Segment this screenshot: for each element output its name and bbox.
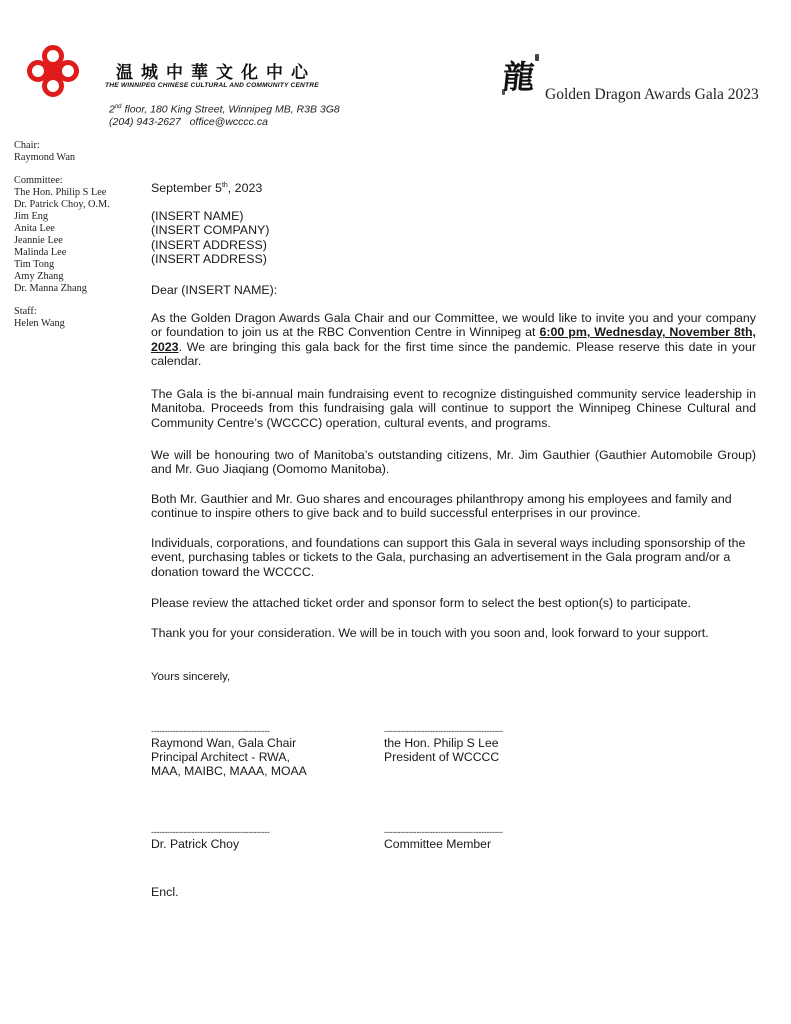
signature-block (151, 827, 270, 851)
sidebar-member: Dr. Patrick Choy, O.M. (14, 199, 110, 210)
signature-line: -------------------------------------------- (384, 726, 503, 736)
enclosure-note: Encl. (151, 885, 179, 899)
sidebar-member: Malinda Lee (14, 247, 67, 258)
wcccc-logo-icon (26, 44, 80, 98)
sidebar-group-committee (14, 175, 140, 295)
paragraph-invitation: As the Golden Dragon Awards Gala Chair and our Committee, we would like to invite you and your company or foundation to join us at the RBC Convention Centre in Winnipeg at 6:00 pm, Wednesday, November 8th, 2023. We are bringing this gala back for the first time since the pandemic. Please reserve this date in your calendar. (151, 311, 756, 369)
signature-line: -------------------------------------------- (384, 827, 503, 837)
sidebar-group-chair (14, 140, 140, 164)
sidebar-member: Raymond Wan (14, 152, 76, 163)
recipient-line: (INSERT COMPANY) (151, 223, 270, 238)
signatory-name: the Hon. Philip S Lee (384, 736, 499, 750)
org-contact (109, 116, 340, 129)
signature-block (384, 827, 503, 851)
signatory-title: President of WCCCC (384, 750, 500, 765)
committee-sidebar (14, 140, 140, 341)
paragraph-philanthropy: Both Mr. Gauthier and Mr. Guo shares and encourages philanthropy among his employees and family and continue to inspire others to give back and to build successful enterprises in our province. (151, 492, 732, 521)
paragraph-thank-you: Thank you for your consideration. We will be in touch with you soon and, look forward to your support. (151, 626, 709, 640)
sidebar-member: Anita Lee (14, 223, 55, 234)
signature-line: -------------------------------------------- (151, 827, 270, 837)
sidebar-heading: Staff: (14, 306, 37, 317)
sidebar-member: Amy Zhang (14, 271, 64, 282)
signature-line: -------------------------------------------- (151, 726, 270, 736)
paragraph-support-options: Individuals, corporations, and foundations can support this Gala in several ways including sponsorship of the event, purchasing tables or tickets to the Gala, purchasing an advertisement in the Gala program and/or a donation toward the WCCCC. (151, 536, 746, 579)
signatory-name: Dr. Patrick Choy (151, 837, 240, 851)
signatory-title: Principal Architect - RWA, (151, 750, 290, 765)
closing: Yours sincerely, (151, 671, 231, 683)
event-datetime: 6:00 pm, Wednesday, November 8th, 2023 (151, 325, 756, 354)
dragon-calligraphy-icon: 龍 (500, 58, 537, 96)
org-address-block (109, 101, 340, 129)
recipient-line: (INSERT ADDRESS) (151, 237, 267, 252)
sidebar-member: Jim Eng (14, 211, 49, 222)
org-phone: (204) 943-2627 (109, 116, 181, 128)
org-email: office@wcccc.ca (189, 116, 268, 128)
sidebar-member: Jeannie Lee (14, 235, 63, 246)
paragraph-review-forms: Please review the attached ticket order and sponsor form to select the best option(s) to participate. (151, 596, 691, 610)
sidebar-heading: Chair: (14, 140, 40, 151)
signatory-title: Committee Member (384, 837, 492, 851)
salutation: Dear (INSERT NAME): (151, 283, 278, 297)
sidebar-member: The Hon. Philip S Lee (14, 187, 107, 198)
signatory-credentials: MAA, MAIBC, MAAA, MOAA (151, 764, 307, 779)
signature-block (384, 726, 503, 764)
paragraph-gala-purpose: The Gala is the bi-annual main fundraising event to recognize distinguished community service leadership in Manitoba. Proceeds from this fundraising gala will continue to support the Winnipeg Chinese Cultural and Community Centre’s (WCCCC) operation, cultural events, and programs. (151, 387, 756, 430)
sidebar-member: Tim Tong (14, 259, 55, 270)
recipient-line: (INSERT NAME) (151, 209, 244, 223)
org-name-english: THE WINNIPEG CHINESE CULTURAL AND COMMUNITY CENTRE (105, 82, 319, 89)
recipient-block (151, 209, 269, 267)
org-street-address: 2nd floor, 180 King Street, Winnipeg MB, R3B 3G8 (109, 103, 340, 116)
sidebar-heading: Committee: (14, 175, 63, 186)
sidebar-member: Dr. Manna Zhang (14, 283, 87, 294)
signatory-name: Raymond Wan, Gala Chair (151, 736, 297, 750)
sidebar-member: Helen Wang (14, 318, 65, 329)
sidebar-group-staff (14, 306, 140, 330)
recipient-line: (INSERT ADDRESS) (151, 252, 267, 267)
signature-block (151, 726, 307, 779)
gala-title: Golden Dragon Awards Gala 2023 (545, 86, 759, 103)
letter-date: September 5th, 2023 (151, 181, 263, 196)
org-name-chinese: 温城中華文化中心 (116, 63, 316, 83)
paragraph-honourees: We will be honouring two of Manitoba’s outstanding citizens, Mr. Jim Gauthier (Gauthier Automobile Group) and Mr. Guo Jiaqiang (Oomomo Manitoba). (151, 448, 756, 477)
